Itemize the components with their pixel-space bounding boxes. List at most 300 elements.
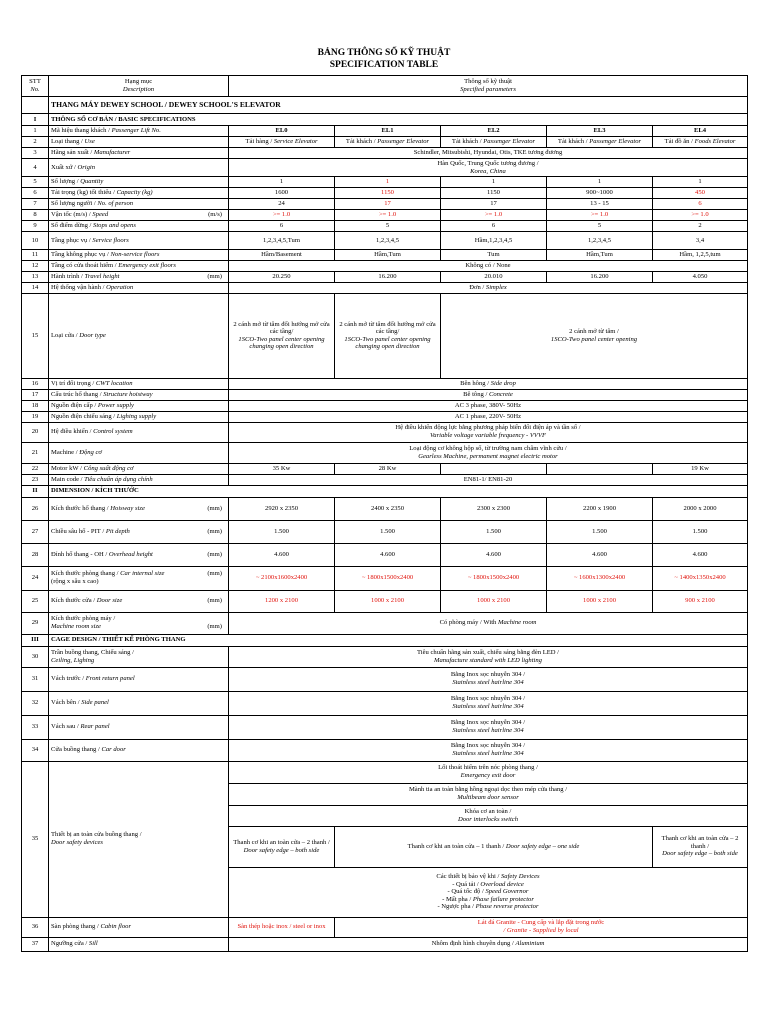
cell-el0: 35 Kw bbox=[229, 463, 335, 474]
row-desc bbox=[49, 422, 229, 442]
desc-en: Emergency exit floors bbox=[118, 262, 176, 270]
cell-vi: - Mất pha / bbox=[442, 895, 473, 903]
cell-span bbox=[229, 691, 748, 715]
table-row bbox=[22, 210, 748, 221]
row-no: 12 bbox=[22, 261, 49, 272]
desc-vi: Tầng không phục vụ / bbox=[51, 251, 111, 259]
row-no: 21 bbox=[22, 442, 49, 463]
row-desc bbox=[49, 400, 229, 411]
desc-vi: Thiết bị an toàn cửa buồng thang / bbox=[51, 831, 142, 839]
cell-el1: 1000 x 2100 bbox=[335, 590, 441, 612]
cell-en: Door safety edge – both side bbox=[662, 850, 738, 858]
table-row bbox=[22, 378, 748, 389]
cell-en: Machine room bbox=[498, 619, 537, 627]
row-no: 6 bbox=[22, 188, 49, 199]
cell-span bbox=[229, 715, 748, 739]
title-vi: BẢNG THÔNG SỐ KỸ THUẬT bbox=[317, 48, 451, 58]
cell-en: Gearless Machine, permanent magnet electric motor bbox=[418, 452, 558, 460]
section-no: I bbox=[22, 114, 49, 126]
title-en: SPECIFICATION TABLE bbox=[329, 60, 439, 70]
table-row bbox=[22, 283, 748, 294]
desc-vi: Cấu trúc hố thang / bbox=[51, 390, 104, 398]
cell-span bbox=[229, 378, 748, 389]
cell-vi: Lát đá Granite - Cung cấp và lắp đặt trong nước bbox=[477, 919, 605, 927]
unit-label: (mm) bbox=[207, 570, 222, 578]
cell-en: Passenger Elevator bbox=[377, 138, 430, 146]
row-no: 15 bbox=[22, 294, 49, 379]
cell-vi: Bên hông / bbox=[460, 379, 491, 387]
cell-el1: 5 bbox=[335, 221, 441, 232]
cell-el0 bbox=[229, 826, 335, 867]
cell-en: Stainless steel hairline 304 bbox=[452, 750, 524, 758]
safety-device-item bbox=[231, 896, 745, 904]
row-desc bbox=[49, 761, 229, 917]
cell-el3 bbox=[547, 463, 653, 474]
cell-en: / Granite - Supplied by local bbox=[503, 927, 579, 935]
desc-en: Công suất động cơ bbox=[83, 464, 134, 472]
row-desc bbox=[49, 543, 229, 566]
project-title: THANG MÁY DEWEY SCHOOL / DEWEY SCHOOL'S ELEVATOR bbox=[49, 97, 748, 114]
cell-el2: 1150 bbox=[441, 188, 547, 199]
cell-el3: 1,2,3,4,5 bbox=[547, 232, 653, 250]
cell-en: Service Elevator bbox=[273, 138, 318, 146]
cell-el0: 6 bbox=[229, 221, 335, 232]
cell-en: Phase reverse protector bbox=[475, 903, 539, 911]
row-desc bbox=[49, 497, 229, 520]
row-desc bbox=[49, 590, 229, 612]
cell-vi: Mành tia an toàn bằng hồng ngoại dọc theo mép cửa thang / bbox=[408, 786, 568, 794]
cell-span bbox=[229, 422, 748, 442]
header-stt-en: No. bbox=[30, 86, 40, 93]
row-no: 3 bbox=[22, 148, 49, 159]
cell-vi: Đơn / bbox=[469, 284, 486, 292]
row-desc bbox=[49, 294, 229, 379]
cell-el0: 20.250 bbox=[229, 272, 335, 283]
desc-en: Machine room size bbox=[51, 623, 101, 631]
cell-el3: 16.200 bbox=[547, 272, 653, 283]
cell-el2: Tum bbox=[441, 250, 547, 261]
document-title bbox=[0, 47, 768, 71]
cell-en: Passenger Elevator bbox=[589, 138, 642, 146]
row-no: 7 bbox=[22, 199, 49, 210]
desc-en: Rear panel bbox=[80, 723, 110, 731]
cell-el2 bbox=[441, 463, 547, 474]
desc-en: Passenger Lift No. bbox=[111, 127, 161, 135]
desc-vi: Kích thước phòng thang / bbox=[51, 570, 121, 578]
row-desc bbox=[49, 937, 229, 951]
cell-en: Simplex bbox=[485, 284, 507, 292]
cell-el0: 1600 bbox=[229, 188, 335, 199]
cell-en: Side drop bbox=[490, 379, 516, 387]
cell-span: EN81-1/ EN81-20 bbox=[229, 474, 748, 485]
section-row-1 bbox=[22, 114, 748, 126]
cell-span bbox=[229, 283, 748, 294]
cell-el2 bbox=[441, 137, 547, 148]
row-no: 28 bbox=[22, 543, 49, 566]
unit-label: (m/s) bbox=[208, 211, 222, 219]
cell-el2: 1 bbox=[441, 177, 547, 188]
cell-el0: 1,2,3,4,5,Tum bbox=[229, 232, 335, 250]
table-row bbox=[22, 566, 748, 590]
cell-el4: 2000 x 2000 bbox=[653, 497, 748, 520]
row-desc bbox=[49, 917, 229, 937]
desc-vi: Tải trọng (kg) tối thiểu / bbox=[51, 189, 117, 197]
section-label: THÔNG SỐ CƠ BẢN / BASIC SPECIFICATIONS bbox=[49, 114, 748, 126]
desc-en: Structure hoistway bbox=[103, 390, 153, 398]
desc-en: Lighing supply bbox=[116, 412, 157, 420]
row-no: 27 bbox=[22, 520, 49, 543]
cell-vi: Tải hàng / bbox=[245, 138, 274, 146]
cell-vi: Bằng Inox sọc nhuyễn 304 / bbox=[450, 695, 526, 703]
cell-el2: 20.010 bbox=[441, 272, 547, 283]
table-row bbox=[22, 543, 748, 566]
cell-en: Passenger Elevator bbox=[483, 138, 536, 146]
cell-span bbox=[229, 867, 748, 917]
row-no: 17 bbox=[22, 389, 49, 400]
desc-en: Side panel bbox=[81, 699, 109, 707]
cell-el1: 1,2,3,4,5 bbox=[335, 232, 441, 250]
row-no: 34 bbox=[22, 739, 49, 761]
section-row-2 bbox=[22, 485, 748, 497]
cell-el1: 1.500 bbox=[335, 520, 441, 543]
cell-el3: >= 1.0 bbox=[547, 210, 653, 221]
desc-en: Speed bbox=[92, 211, 109, 219]
desc-vi: Kích thước cửa / bbox=[51, 597, 97, 605]
safety-device-item bbox=[231, 888, 745, 896]
table-row bbox=[22, 232, 748, 250]
row-desc bbox=[49, 137, 229, 148]
desc-en: CWT location bbox=[95, 379, 133, 387]
cell-el2: 17 bbox=[441, 199, 547, 210]
table-row bbox=[22, 261, 748, 272]
row-desc bbox=[49, 221, 229, 232]
cell-vi: 2 cánh mở từ tâm đối hướng mở cửa các tầng/ bbox=[233, 320, 330, 336]
cell-el2: >= 1.0 bbox=[441, 210, 547, 221]
cell-span bbox=[229, 667, 748, 691]
cell-el1 bbox=[335, 294, 441, 379]
cell-vi: Bê tông / bbox=[463, 390, 489, 398]
cell-el0: 1 bbox=[229, 177, 335, 188]
cell-span bbox=[229, 159, 748, 177]
cell-en: 1SCO-Two panel center opening changing open direction bbox=[344, 335, 431, 351]
cell-span: AC 1 phase, 220V- 50Hz bbox=[229, 411, 748, 422]
row-no: 2 bbox=[22, 137, 49, 148]
desc-vi: Tầng có cửa thoát hiểm / bbox=[51, 262, 119, 270]
cell-el1: 16.200 bbox=[335, 272, 441, 283]
cell-el1: EL1 bbox=[335, 126, 441, 137]
cell-en: 1SCO-Two panel center opening bbox=[550, 335, 638, 343]
cell-vi: Có phòng máy / With bbox=[439, 619, 498, 627]
desc-vi: Main code / bbox=[51, 475, 85, 483]
row-no: 24 bbox=[22, 566, 49, 590]
cell-el1: 17 bbox=[335, 199, 441, 210]
table-row bbox=[22, 739, 748, 761]
desc-vi: Hệ điều khiển / bbox=[51, 428, 94, 436]
cell-el0 bbox=[229, 137, 335, 148]
cell-el2: EL2 bbox=[441, 126, 547, 137]
row-no: 25 bbox=[22, 590, 49, 612]
cell-el4: 2 bbox=[653, 221, 748, 232]
cell-en: Speed Governor bbox=[485, 888, 529, 896]
cell-el4: 19 Kw bbox=[653, 463, 748, 474]
row-desc bbox=[49, 442, 229, 463]
table-row bbox=[22, 221, 748, 232]
cell-vi: Loại động cơ không hộp số, từ trường nam châm vĩnh cửu / bbox=[409, 444, 567, 452]
desc-vi: Số điểm dừng / bbox=[51, 222, 94, 230]
row-desc bbox=[49, 261, 229, 272]
cell-en: Emergency exit door bbox=[460, 772, 516, 780]
cell-el1: 2400 x 2350 bbox=[335, 497, 441, 520]
unit-label: (mm) bbox=[207, 273, 222, 281]
table-row bbox=[22, 463, 748, 474]
cell-el3: 900~1000 bbox=[547, 188, 653, 199]
cell-el0: >= 1.0 bbox=[229, 210, 335, 221]
row-desc bbox=[49, 667, 229, 691]
cell-el3: 2200 x 1900 bbox=[547, 497, 653, 520]
row-desc bbox=[49, 739, 229, 761]
cell-el2: ~ 1800x1500x2400 bbox=[441, 566, 547, 590]
cell-en: Door safety edge – one side bbox=[505, 842, 580, 850]
row-desc bbox=[49, 411, 229, 422]
header-item-vi: Hạng mục bbox=[124, 78, 153, 86]
row-no: 20 bbox=[22, 422, 49, 442]
cell-en: Door interlocks switch bbox=[457, 815, 519, 823]
table-row bbox=[22, 497, 748, 520]
unit-label: (mm) bbox=[207, 597, 222, 605]
cell-vi: Tiêu chuẩn hãng sản xuất, chiếu sáng bằng đèn LED / bbox=[416, 648, 560, 656]
cell-en: Stainless steel hairline 304 bbox=[452, 703, 524, 711]
desc-vi: Sàn phòng thang / bbox=[51, 923, 101, 931]
desc-vi: Trần buồng thang, Chiếu sáng / bbox=[51, 648, 134, 656]
cell-el4: 3,4 bbox=[653, 232, 748, 250]
row-desc bbox=[49, 199, 229, 210]
row-no: 19 bbox=[22, 411, 49, 422]
cell-el1: >= 1.0 bbox=[335, 210, 441, 221]
row-no: 9 bbox=[22, 221, 49, 232]
row-no: 22 bbox=[22, 463, 49, 474]
table-row bbox=[22, 188, 748, 199]
desc-en: Động cơ bbox=[79, 448, 102, 456]
desc-vi: Loại thang / bbox=[51, 138, 85, 146]
row-desc bbox=[49, 474, 229, 485]
row-no: 1 bbox=[22, 126, 49, 137]
cell-el1: ~ 1800x1500x2400 bbox=[335, 566, 441, 590]
cell-el3: ~ 1600x1300x2400 bbox=[547, 566, 653, 590]
desc-vi: Vách trước / bbox=[51, 675, 86, 683]
header-param bbox=[229, 76, 748, 97]
row-desc bbox=[49, 612, 229, 634]
desc-en: Stops and opens bbox=[93, 222, 136, 230]
row-no: 33 bbox=[22, 715, 49, 739]
row-no: 30 bbox=[22, 646, 49, 667]
cell-el1 bbox=[335, 137, 441, 148]
cell-el1: 4.600 bbox=[335, 543, 441, 566]
cell-vi: Khóa cơ an toàn / bbox=[464, 807, 512, 815]
cell-vi: Bằng Inox sọc nhuyễn 304 / bbox=[450, 719, 526, 727]
desc-en: Service floors bbox=[92, 236, 129, 244]
cell-el1: 1 bbox=[335, 177, 441, 188]
cell-el1-el3 bbox=[335, 826, 653, 867]
table-row bbox=[22, 520, 748, 543]
row-desc bbox=[49, 646, 229, 667]
row-desc bbox=[49, 272, 229, 283]
cell-el4: 1 bbox=[653, 177, 748, 188]
header-stt bbox=[22, 76, 49, 97]
table-row bbox=[22, 250, 748, 261]
row-desc bbox=[49, 463, 229, 474]
cell-span: AC 3 phase, 380V- 50Hz bbox=[229, 400, 748, 411]
row-desc bbox=[49, 232, 229, 250]
cell-el0: 1200 x 2100 bbox=[229, 590, 335, 612]
cell-vi: - Ngược pha / bbox=[437, 903, 476, 911]
cell-el2: 4.600 bbox=[441, 543, 547, 566]
cell-en: Stainless steel hairline 304 bbox=[452, 679, 524, 687]
cell-en: Foods Elevator bbox=[694, 138, 736, 146]
unit-label: (mm) bbox=[207, 623, 222, 631]
desc-en: Door type bbox=[79, 331, 106, 339]
unit-label: (mm) bbox=[207, 527, 222, 535]
cell-en: Overload device bbox=[480, 880, 524, 888]
row-no: 5 bbox=[22, 177, 49, 188]
desc-vi: Số lượng người / bbox=[51, 200, 98, 208]
cell-span bbox=[229, 937, 748, 951]
desc-vi: Nguồn điện chiếu sáng / bbox=[51, 412, 117, 420]
desc-en: Front return panel bbox=[85, 675, 135, 683]
row-no: 11 bbox=[22, 250, 49, 261]
row-desc bbox=[49, 159, 229, 177]
table-row bbox=[22, 667, 748, 691]
row-no: 10 bbox=[22, 232, 49, 250]
cell-el2: 6 bbox=[441, 221, 547, 232]
row-no: 18 bbox=[22, 400, 49, 411]
desc-en: Sill bbox=[88, 940, 98, 948]
cell-span bbox=[229, 783, 748, 805]
project-title-row bbox=[22, 97, 748, 114]
table-row bbox=[22, 126, 748, 137]
table-row bbox=[22, 691, 748, 715]
header-param-en: Specified parameters bbox=[460, 86, 516, 93]
table-row bbox=[22, 715, 748, 739]
table-row bbox=[22, 590, 748, 612]
desc-vi: Motor kW / bbox=[51, 464, 84, 472]
header-item bbox=[49, 76, 229, 97]
cell-el4: EL4 bbox=[653, 126, 748, 137]
desc-en: Hoisway size bbox=[110, 504, 145, 512]
unit-label: (mm) bbox=[207, 504, 222, 512]
table-row bbox=[22, 442, 748, 463]
table-row bbox=[22, 148, 748, 159]
desc-en: Car door bbox=[101, 746, 126, 754]
table-row bbox=[22, 917, 748, 937]
cell-el4: Hầm, 1,2,5,tum bbox=[653, 250, 748, 261]
row-desc bbox=[49, 177, 229, 188]
cell-span bbox=[229, 739, 748, 761]
table-row bbox=[22, 159, 748, 177]
cell-span: Schindler, Mitsubishi, Hyundai, Otis, TKE tương đương bbox=[229, 148, 748, 159]
desc-vi: Vách bên / bbox=[51, 699, 82, 707]
cell-vi: Tải đồ ăn / bbox=[664, 138, 695, 146]
cell-el3: 4.600 bbox=[547, 543, 653, 566]
cell-el3: Hầm,Tum bbox=[547, 250, 653, 261]
table-row bbox=[22, 389, 748, 400]
desc-vi: Vách sau / bbox=[51, 723, 81, 731]
cell-vi: Thanh cơ khi an toàn cửa – 1 thanh / bbox=[407, 842, 506, 850]
cell-span bbox=[229, 612, 748, 634]
safety-device-item bbox=[231, 903, 745, 911]
table-row bbox=[22, 422, 748, 442]
cell-vi: Các thiết bị bảo vệ khi / bbox=[436, 873, 501, 881]
row-desc bbox=[49, 389, 229, 400]
row-no: 35 bbox=[22, 761, 49, 917]
cell-en: Korea, China bbox=[470, 167, 506, 175]
cell-el4: >= 1.0 bbox=[653, 210, 748, 221]
cell-el1: 28 Kw bbox=[335, 463, 441, 474]
row-no: 8 bbox=[22, 210, 49, 221]
cell-vi: Bằng Inox sọc nhuyễn 304 / bbox=[450, 742, 526, 750]
desc-vi: Cửa buồng thang / bbox=[51, 746, 102, 754]
cell-el0: 2920 x 2350 bbox=[229, 497, 335, 520]
desc-vi: Số lượng / bbox=[51, 178, 81, 186]
desc-vi: Kích thước hố thang / bbox=[51, 504, 111, 512]
cell-en: Stainless steel hairline 304 bbox=[452, 727, 524, 735]
cell-vi: Thanh cơ khi an toàn cửa – 2 thanh / bbox=[661, 835, 739, 850]
desc-en: Cabin floor bbox=[100, 923, 132, 931]
desc-en: No. of person bbox=[97, 200, 134, 208]
desc-en: Non-service floors bbox=[110, 251, 160, 259]
desc-en: Use bbox=[84, 138, 95, 146]
header-stt-vi: STT bbox=[29, 78, 41, 86]
cell-el4: 6 bbox=[653, 199, 748, 210]
table-row bbox=[22, 761, 748, 783]
cell-vi: Tải khách / bbox=[345, 138, 378, 146]
cell-en: Door safety edge – both side bbox=[243, 846, 320, 854]
cell-el4 bbox=[653, 137, 748, 148]
desc-en: Ceiling, Lighing bbox=[51, 656, 95, 664]
desc-en: Manufacturer bbox=[93, 149, 131, 157]
empty-cell bbox=[22, 97, 49, 114]
table-row bbox=[22, 411, 748, 422]
row-desc bbox=[49, 126, 229, 137]
desc-en: Door size bbox=[96, 597, 123, 605]
row-desc bbox=[49, 566, 229, 590]
desc-en: Overhead height bbox=[108, 550, 153, 558]
row-no: 29 bbox=[22, 612, 49, 634]
desc-vi: Kích thước phòng máy / bbox=[51, 615, 116, 623]
cell-el0 bbox=[229, 294, 335, 379]
desc-vi: Ngưỡng cửa / bbox=[51, 940, 89, 948]
cell-vi: Tải khách / bbox=[557, 138, 590, 146]
cell-el0: 4.600 bbox=[229, 543, 335, 566]
desc-en: Origin bbox=[77, 163, 96, 171]
safety-devices-title bbox=[231, 873, 745, 881]
desc-en: Quantity bbox=[80, 178, 104, 186]
row-desc bbox=[49, 188, 229, 199]
table-row bbox=[22, 612, 748, 634]
cell-span: Không có / None bbox=[229, 261, 748, 272]
row-desc bbox=[49, 210, 229, 221]
cell-vi: Thanh cơ khi an toàn cửa – 2 thanh / bbox=[233, 838, 330, 846]
row-no: 16 bbox=[22, 378, 49, 389]
row-desc bbox=[49, 148, 229, 159]
table-row bbox=[22, 474, 748, 485]
cell-en: Multibeam door sensor bbox=[457, 794, 519, 802]
desc-en: Car internal size bbox=[120, 570, 165, 578]
cell-vi: Nhôm định hình chuyên dụng / bbox=[431, 940, 516, 948]
table-row bbox=[22, 177, 748, 188]
section-no: II bbox=[22, 485, 49, 497]
cell-el0: ~ 2100x1600x2400 bbox=[229, 566, 335, 590]
cell-el3: 1.500 bbox=[547, 520, 653, 543]
